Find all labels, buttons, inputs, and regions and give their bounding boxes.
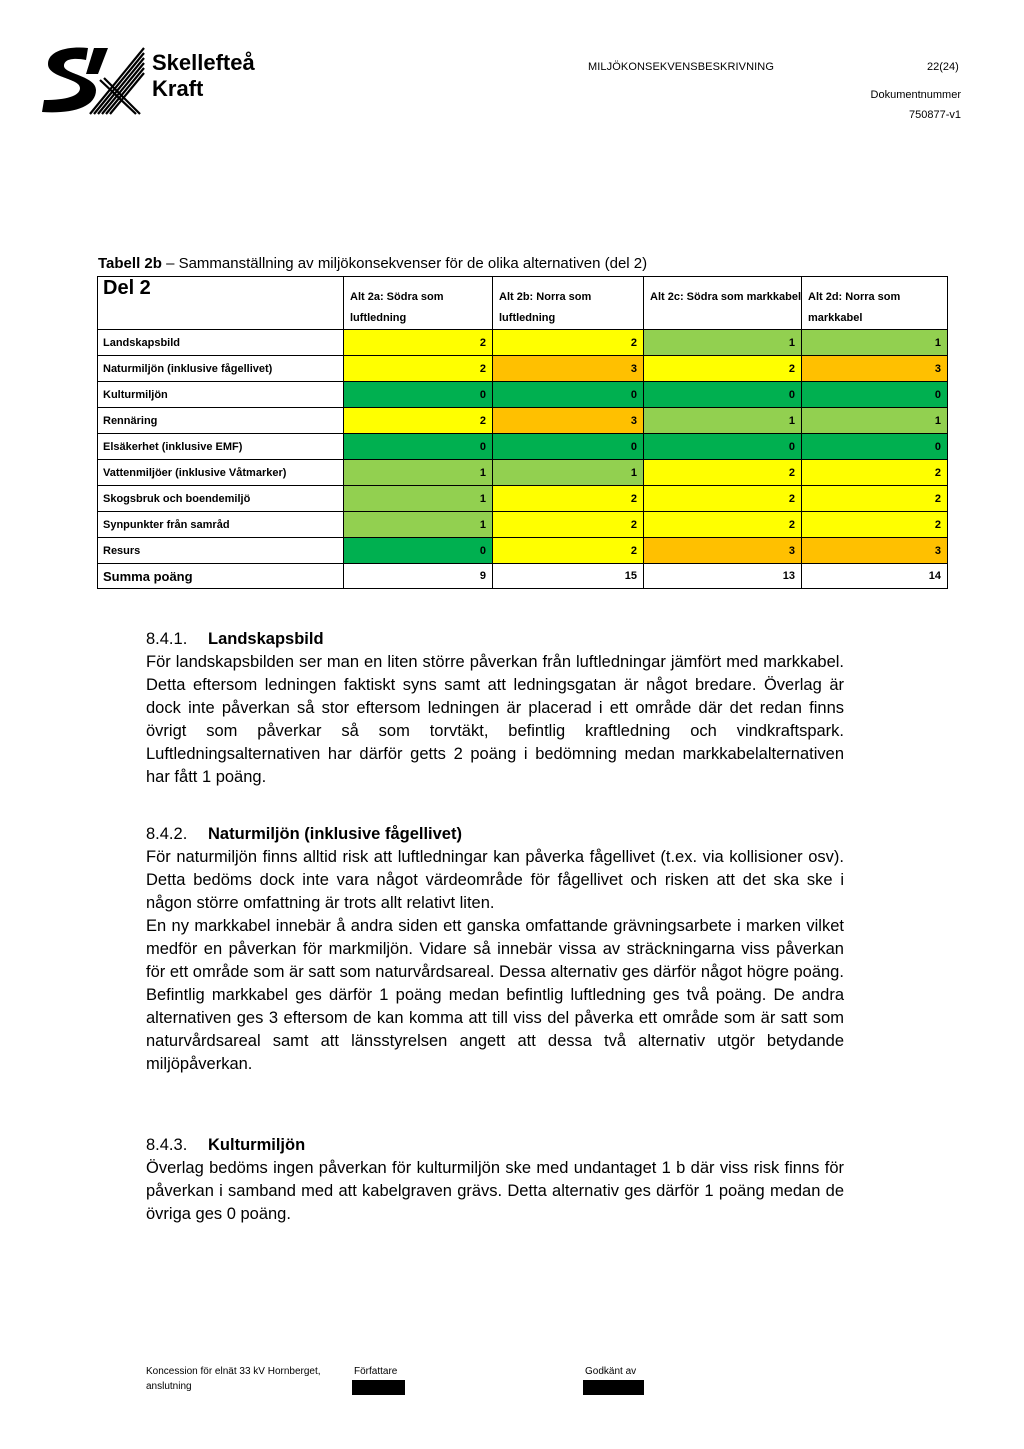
row-label: Resurs	[98, 538, 344, 564]
column-header: Alt 2b: Norra som luftledning	[493, 277, 644, 330]
footer-project	[146, 1364, 321, 1394]
summary-table	[97, 276, 948, 589]
sum-cell: 15	[493, 564, 644, 589]
section-paragraph: För landskapsbilden ser man en liten större påverkan från luftledningar jämfört med markkabel. Detta eftersom ledningen faktiskt syns samt att ledningsgatan är något bredare. Överlag är dock inte påverkan så stor eftersom ledningen är placerad i ett område där det redan finns övrigt som påverkar så som torvtäkt, befintlig kraftledning och vindkraftspark. Luftledningsalternativen har därför getts 2 poäng i bedömning medan markkabelalternativen har fått 1 poäng.	[146, 653, 844, 786]
score-cell: 0	[644, 382, 802, 408]
score-cell: 3	[802, 538, 948, 564]
score-cell: 2	[344, 408, 493, 434]
table-row	[98, 512, 948, 538]
row-label: Vattenmiljöer (inklusive Våtmarker)	[98, 460, 344, 486]
table-row	[98, 382, 948, 408]
score-cell: 3	[644, 538, 802, 564]
score-cell: 1	[344, 460, 493, 486]
row-label: Kulturmiljön	[98, 382, 344, 408]
section-heading	[146, 628, 844, 651]
table-header-row	[98, 277, 948, 330]
score-cell: 0	[493, 434, 644, 460]
table-row	[98, 330, 948, 356]
section-paragraph: Befintlig markkabel ges därför 1 poäng medan befintlig luftledning ges två poäng. De andra alternativen ges 3 eftersom de kan komma att till viss del påverka ett område som är satt som naturvårdsareal samt att länsstyrelsen angett att dessa två alternativ utgör betydande miljöpåverkan.	[146, 986, 844, 1073]
document-type: MILJÖKONSEKVENSBESKRIVNING	[588, 61, 774, 73]
score-cell: 2	[493, 330, 644, 356]
score-cell: 3	[802, 356, 948, 382]
section-heading	[146, 823, 844, 846]
sum-cell: 13	[644, 564, 802, 589]
score-cell: 0	[644, 434, 802, 460]
section-title: Kulturmiljön	[208, 1136, 306, 1154]
score-cell: 1	[644, 330, 802, 356]
footer-author-label: Författare	[354, 1366, 398, 1377]
section-paragraph: Överlag bedöms ingen påverkan för kulturmiljön ske med undantaget 1 b där viss risk finns för påverkan i samband med att kabelgraven grävs. Detta alternativ ges därför 1 poäng medan de övriga ges 0 poäng.	[146, 1159, 844, 1223]
score-cell: 2	[344, 356, 493, 382]
company-logo	[40, 44, 270, 116]
score-cell: 2	[644, 356, 802, 382]
section-heading	[146, 1134, 844, 1157]
section-landskapsbild	[146, 628, 844, 789]
table-row	[98, 538, 948, 564]
score-cell: 0	[344, 382, 493, 408]
sum-row	[98, 564, 948, 589]
row-label: Skogsbruk och boendemiljö	[98, 486, 344, 512]
column-header: Alt 2c: Södra som markkabel	[644, 277, 802, 330]
section-number: 8.4.1.	[146, 630, 188, 648]
company-name: Skellefteå Kraft	[152, 50, 255, 101]
redacted-author	[352, 1380, 405, 1395]
row-label: Landskapsbild	[98, 330, 344, 356]
redacted-approver	[583, 1380, 644, 1395]
score-cell: 2	[644, 460, 802, 486]
score-cell: 2	[493, 486, 644, 512]
section-number: 8.4.2.	[146, 825, 188, 843]
score-cell: 0	[802, 382, 948, 408]
score-cell: 2	[493, 512, 644, 538]
score-cell: 0	[493, 382, 644, 408]
section-title: Naturmiljön (inklusive fågellivet)	[208, 825, 462, 843]
logo-mark-icon	[40, 44, 146, 116]
page-number: 22(24)	[927, 61, 959, 73]
sum-cell: 14	[802, 564, 948, 589]
sum-cell: 9	[344, 564, 493, 589]
score-cell: 1	[644, 408, 802, 434]
score-cell: 1	[344, 512, 493, 538]
table-caption	[98, 255, 647, 272]
score-cell: 2	[344, 330, 493, 356]
score-cell: 2	[802, 460, 948, 486]
section-paragraph: För naturmiljön finns alltid risk att luftledningar kan påverka fågellivet (t.ex. via kollisioner osv). Detta bedöms dock inte vara något värdeområde för fågellivet och risken att det ska ske i någon större omfattning är trots allt relativt liten.	[146, 848, 844, 912]
table-row	[98, 434, 948, 460]
score-cell: 2	[493, 538, 644, 564]
section-number: 8.4.3.	[146, 1136, 188, 1154]
score-cell: 3	[493, 408, 644, 434]
score-cell: 0	[344, 434, 493, 460]
row-label: Naturmiljön (inklusive fågellivet)	[98, 356, 344, 382]
table-row	[98, 356, 948, 382]
row-label: Rennäring	[98, 408, 344, 434]
score-cell: 1	[802, 408, 948, 434]
score-cell: 1	[802, 330, 948, 356]
table-caption-text: – Sammanställning av miljökonsekvenser för de olika alternativen (del 2)	[161, 255, 648, 272]
score-cell: 2	[644, 512, 802, 538]
table-corner-label: Del 2	[98, 277, 344, 330]
section-kulturmiljon	[146, 1134, 844, 1226]
score-cell: 2	[802, 512, 948, 538]
doc-number-label: Dokumentnummer	[870, 89, 961, 101]
table-caption-label: Tabell 2b	[98, 255, 162, 272]
table-row	[98, 408, 948, 434]
score-cell: 1	[344, 486, 493, 512]
sum-label: Summa poäng	[98, 564, 344, 589]
table-row	[98, 460, 948, 486]
doc-number: 750877-v1	[909, 109, 961, 121]
section-naturmiljon	[146, 823, 844, 1076]
score-cell: 2	[802, 486, 948, 512]
table-row	[98, 486, 948, 512]
score-cell: 0	[344, 538, 493, 564]
score-cell: 1	[493, 460, 644, 486]
score-cell: 3	[493, 356, 644, 382]
row-label: Elsäkerhet (inklusive EMF)	[98, 434, 344, 460]
section-title: Landskapsbild	[208, 630, 324, 648]
section-paragraph: En ny markkabel innebär å andra siden ett ganska omfattande grävningsarbete i marken vilket medför en påverkan för markmiljön. Vidare så innebär vissa av sträckningarna viss påverkan för ett område som är satt som naturvårdsareal. Dessa alternativ ges därför något högre poäng.	[146, 917, 844, 981]
score-cell: 2	[644, 486, 802, 512]
column-header: Alt 2d: Norra som markkabel	[802, 277, 948, 330]
score-cell: 0	[802, 434, 948, 460]
footer-project-line: anslutning	[146, 1381, 192, 1392]
row-label: Synpunkter från samråd	[98, 512, 344, 538]
footer-project-line: Koncession för elnät 33 kV Hornberget,	[146, 1366, 321, 1377]
footer-approved-label: Godkänt av	[585, 1366, 637, 1377]
column-header: Alt 2a: Södra som luftledning	[344, 277, 493, 330]
